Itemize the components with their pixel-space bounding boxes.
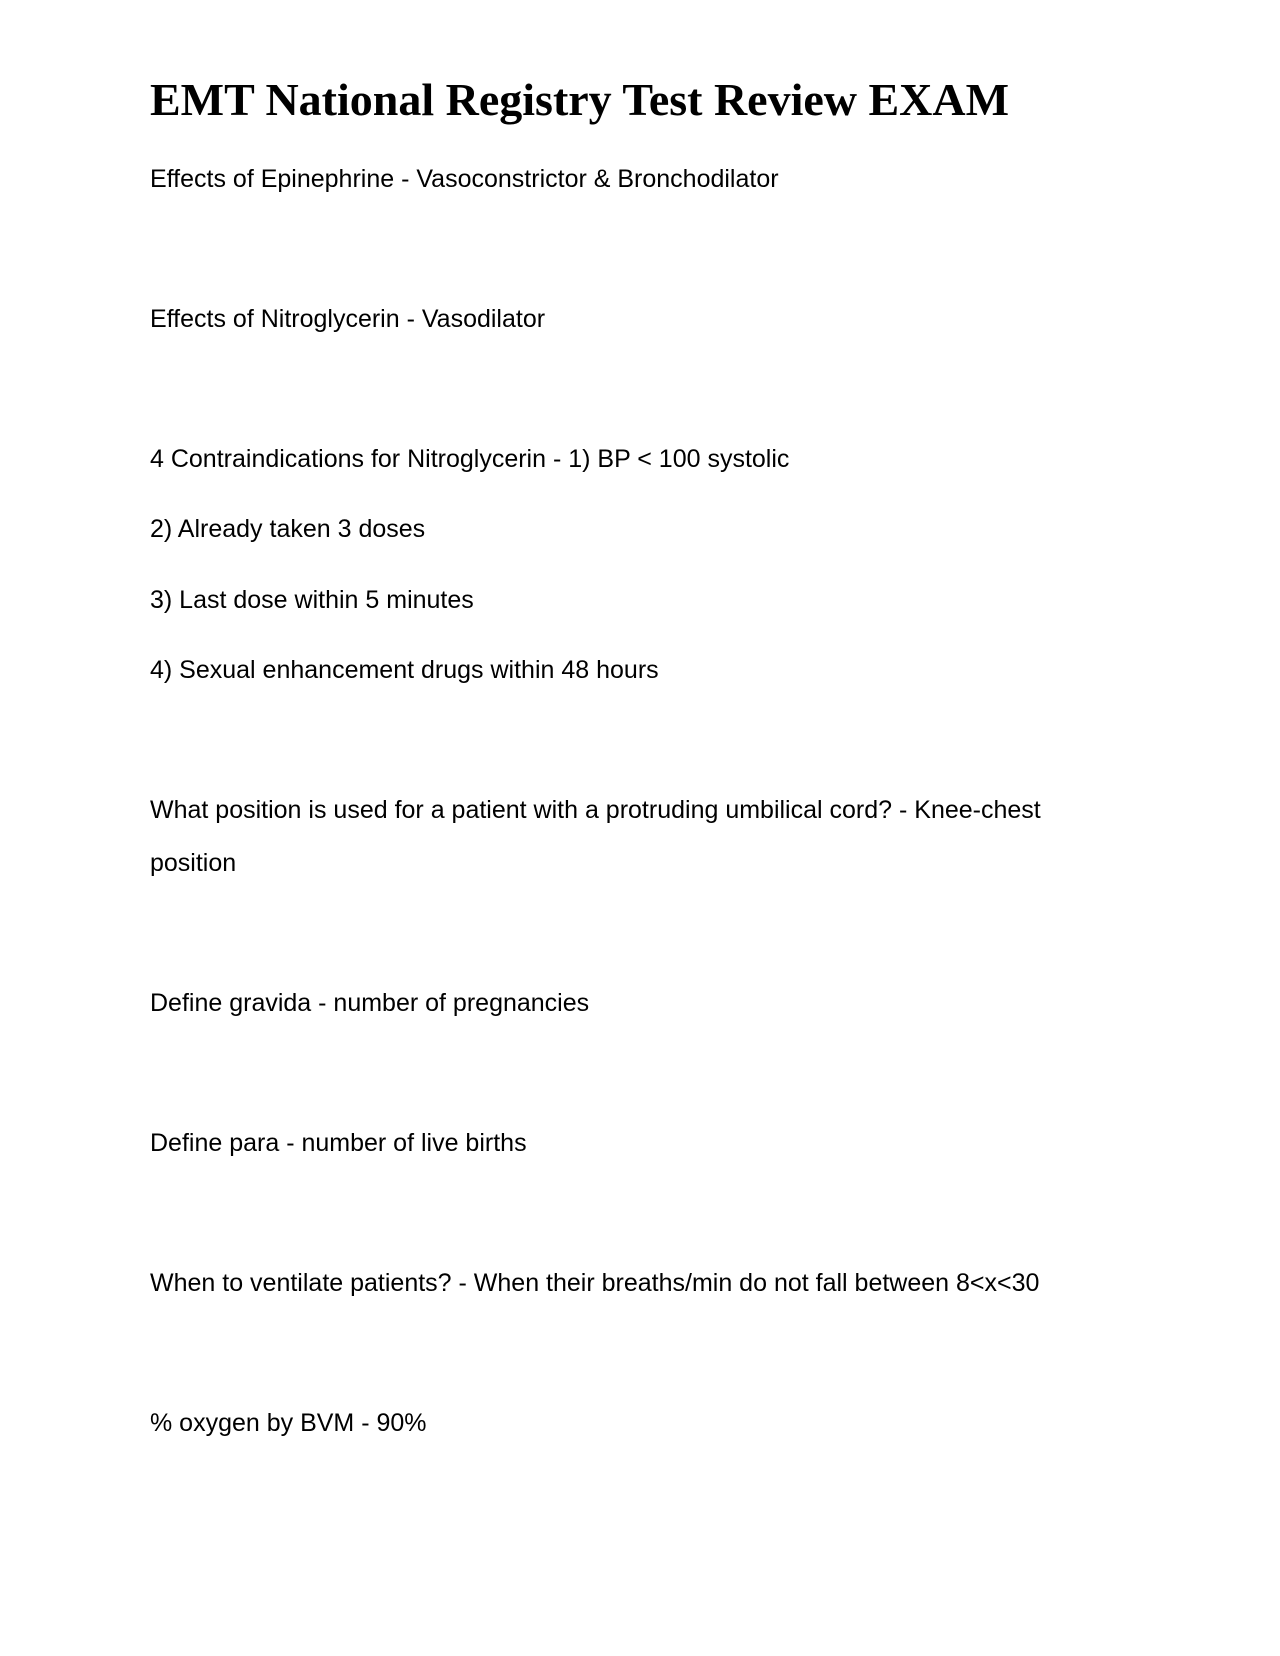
text-line-oxygen-bvm: % oxygen by BVM - 90% <box>150 1409 427 1437</box>
text-line-contraindication-4: 4) Sexual enhancement drugs within 48 hours <box>150 656 659 684</box>
text-line-epinephrine: Effects of Epinephrine - Vasoconstrictor & Bronchodilator <box>150 165 779 193</box>
text-line-contraindications: 4 Contraindications for Nitroglycerin - 1) BP < 100 systolic <box>150 445 790 473</box>
text-line-para: Define para - number of live births <box>150 1129 527 1157</box>
text-line-nitroglycerin: Effects of Nitroglycerin - Vasodilator <box>150 305 546 333</box>
text-line-gravida: Define gravida - number of pregnancies <box>150 989 590 1017</box>
text-line-contraindication-2: 2) Already taken 3 doses <box>150 515 426 543</box>
text-line-contraindication-3: 3) Last dose within 5 minutes <box>150 586 474 614</box>
text-line-ventilate: When to ventilate patients? - When their breaths/min do not fall between 8<x<30 <box>150 1269 1040 1297</box>
document-title: EMT National Registry Test Review EXAM <box>150 74 1010 125</box>
text-line-umbilical-cord-continued: position <box>150 849 237 877</box>
text-line-umbilical-cord: What position is used for a patient with a protruding umbilical cord? - Knee-chest <box>150 796 1041 824</box>
